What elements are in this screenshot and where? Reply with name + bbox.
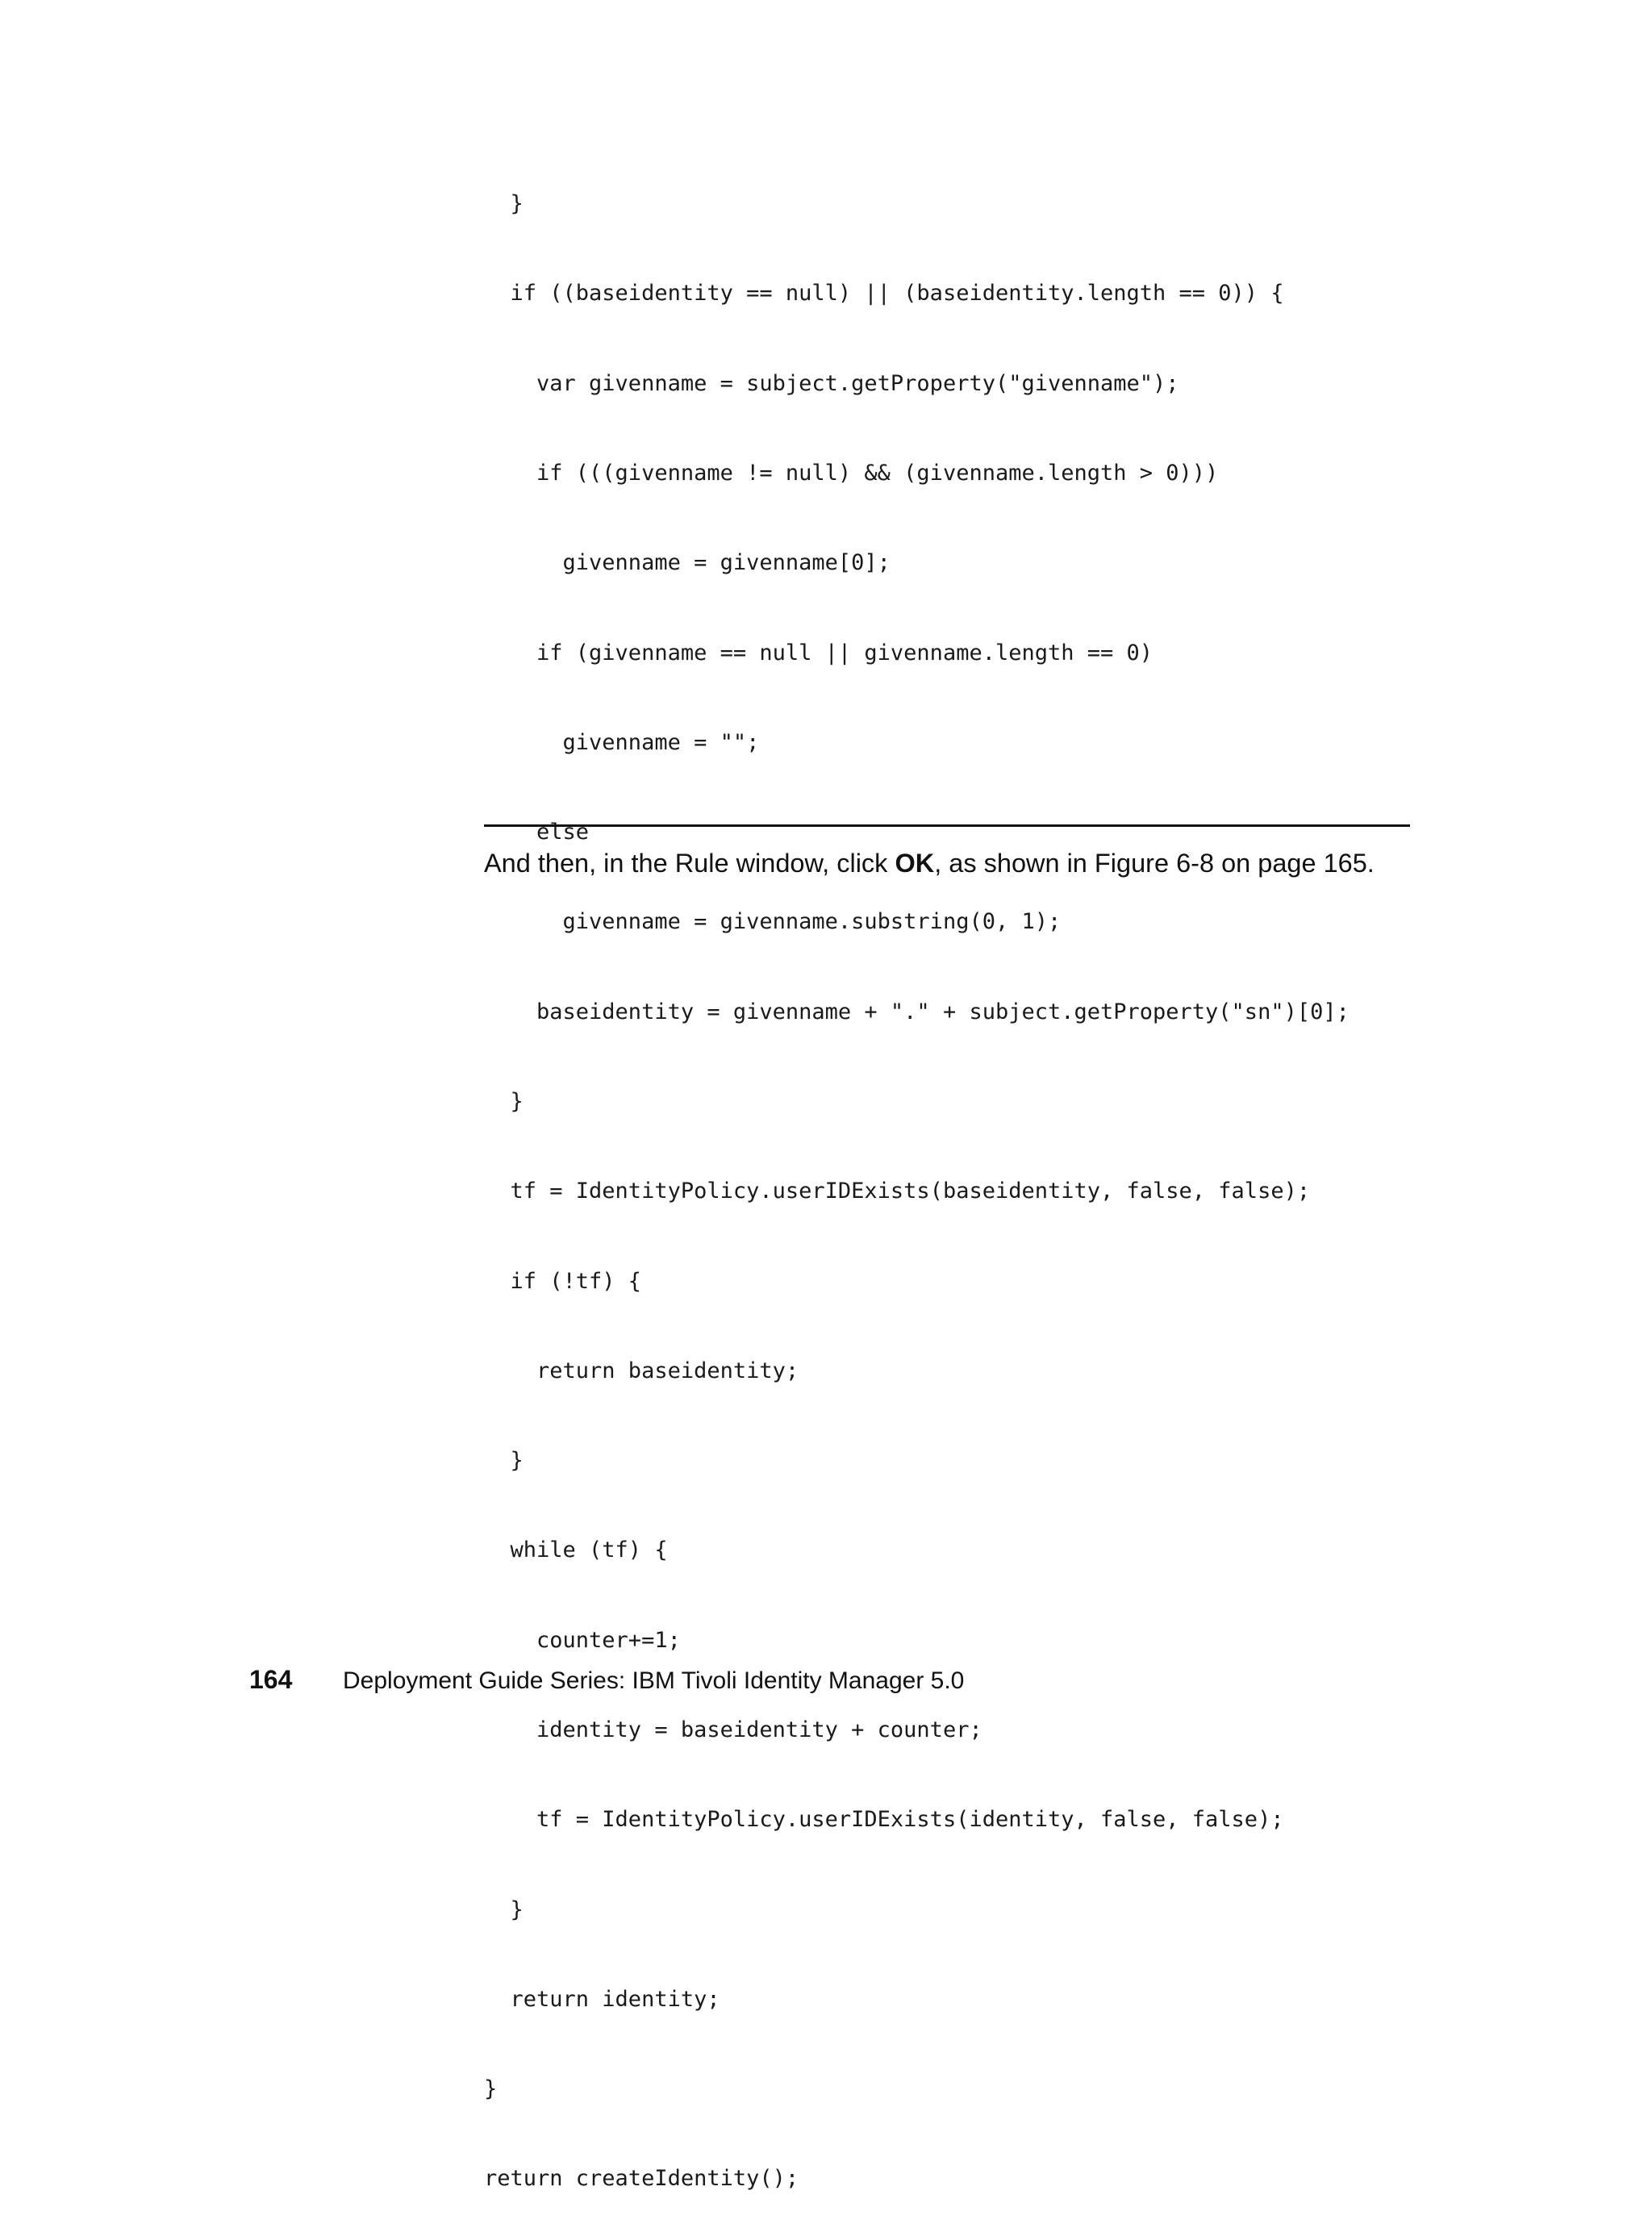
code-line: if ((baseidentity == null) || (baseidentity.length == 0)) { [484, 281, 1284, 307]
code-line: return identity; [484, 1986, 720, 2012]
code-line: baseidentity = givenname + "." + subject.getProperty("sn")[0]; [484, 999, 1350, 1024]
code-line: if (givenname == null || givenname.length == 0) [484, 640, 1153, 666]
code-line: tf = IdentityPolicy.userIDExists(identity, false, false); [484, 1807, 1284, 1833]
code-line: if (((givenname != null) && (givenname.length > 0))) [484, 461, 1219, 486]
code-line: var givenname = subject.getProperty("givenname"); [484, 370, 1179, 396]
code-line: } [484, 1089, 524, 1114]
code-end-divider [484, 824, 1410, 827]
page-footer [0, 1662, 1652, 1697]
code-line: counter+=1; [484, 1627, 681, 1653]
code-line: return baseidentity; [484, 1358, 799, 1383]
code-line: givenname = givenname.substring(0, 1); [484, 909, 1062, 935]
code-line: while (tf) { [484, 1538, 668, 1563]
body-paragraph [484, 845, 1420, 881]
paragraph-text-after: , as shown in Figure 6-8 on page 165. [934, 849, 1375, 878]
code-line: identity = baseidentity + counter; [484, 1717, 982, 1742]
footer-title: Deployment Guide Series: IBM Tivoli Identity Manager 5.0 [343, 1667, 965, 1694]
code-line: tf = IdentityPolicy.userIDExists(baseidentity, false, false); [484, 1179, 1311, 1204]
code-line: givenname = givenname[0]; [484, 550, 891, 576]
paragraph-text-before: And then, in the Rule window, click [484, 849, 895, 878]
code-line: if (!tf) { [484, 1268, 642, 1294]
code-line: } [484, 1448, 524, 1474]
code-listing [484, 129, 1412, 2224]
code-line: } [484, 1896, 524, 1922]
code-line: givenname = ""; [484, 729, 760, 755]
code-line: return createIdentity(); [484, 2166, 799, 2192]
code-line: } [484, 2076, 498, 2102]
code-line: else [484, 820, 590, 845]
code-line: } [484, 191, 524, 217]
ok-button-reference: OK [895, 849, 935, 878]
page-number: 164 [249, 1665, 293, 1694]
